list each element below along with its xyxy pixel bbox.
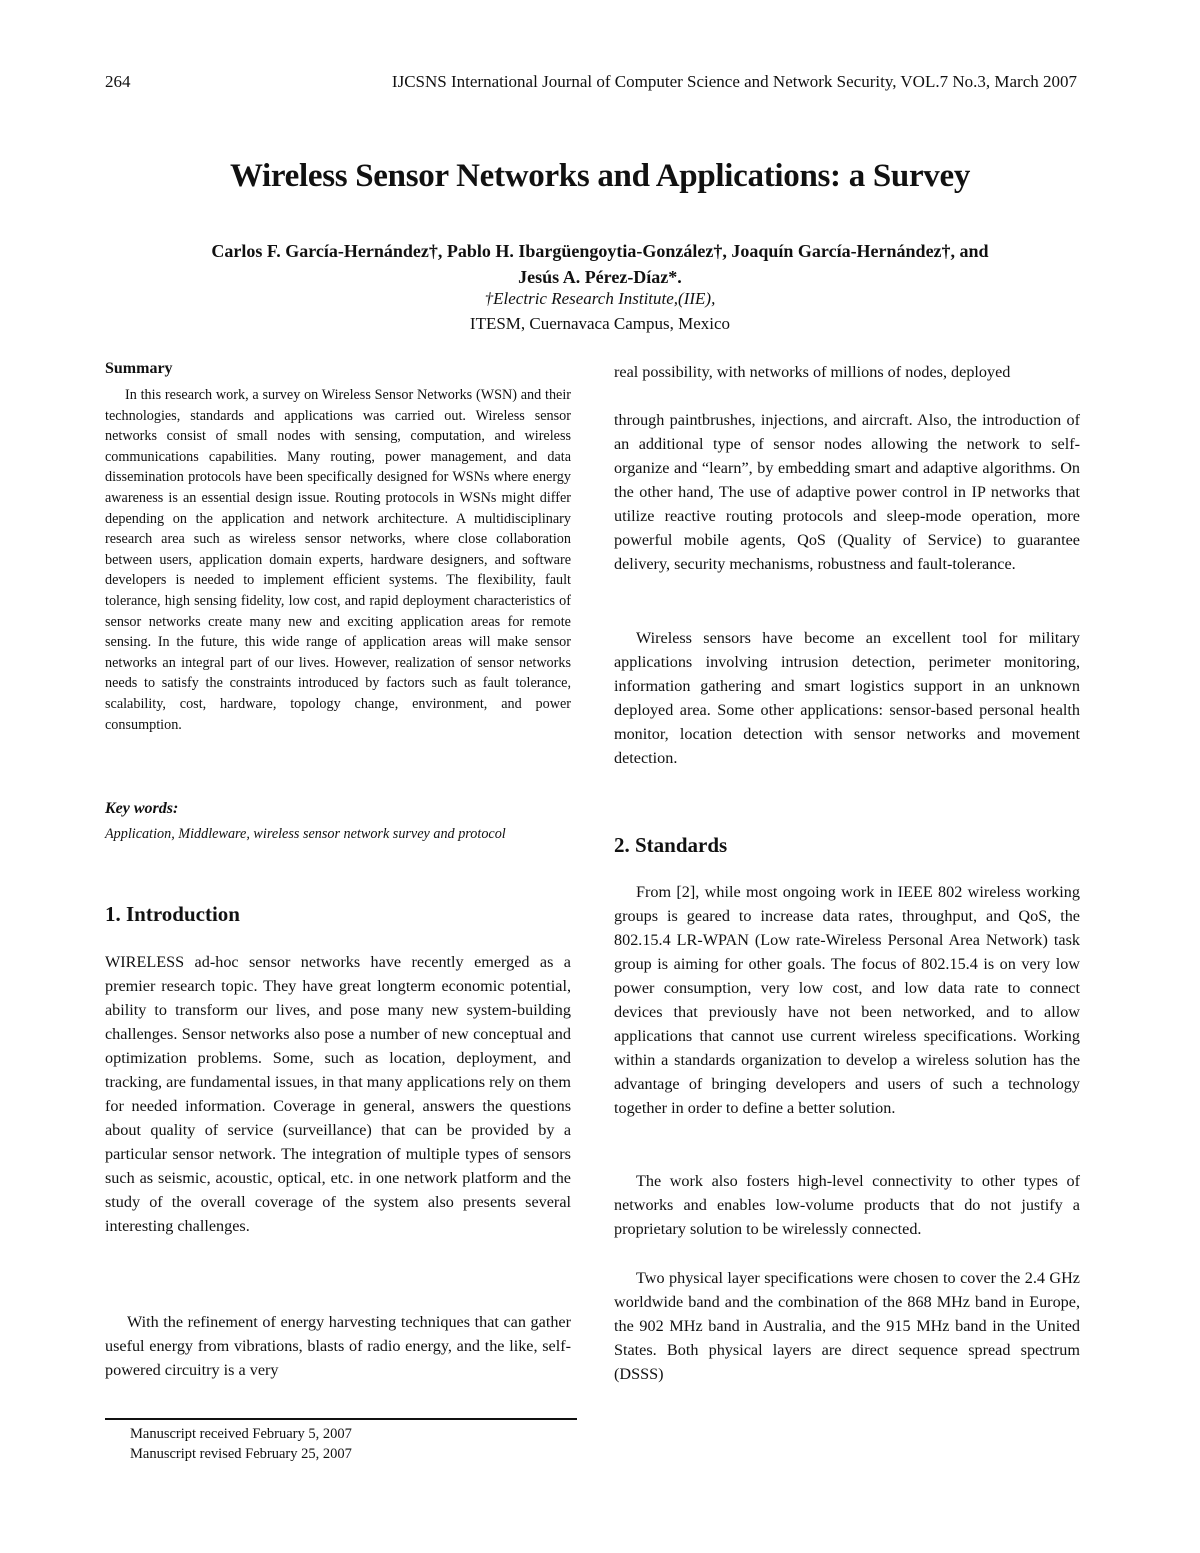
journal-title: IJCSNS International Journal of Computer Science and Network Security, VOL.7 No.3, March 2007 <box>391 72 1077 91</box>
introduction-heading: 1. Introduction <box>105 902 240 926</box>
paper-title: Wireless Sensor Networks and Applications: a Survey <box>229 158 971 194</box>
authors-line-2: Jesús A. Pérez-Díaz*. <box>518 267 682 287</box>
summary-text: In this research work, a survey on Wireless Sensor Networks (WSN) and their technologies, standards and applications was carried out. Wireless sensor networks consist of small nodes with sensing, computation, and wireless communications capabilities. Many routing, power management, and data dissemination protocols have been specifically designed for WSNs where energy awareness is an essential design issue. Routing protocols in WSNs might differ depending on the application and network architecture. A multidisciplinary research area such as wireless sensor networks, where close collaboration between users, application domain experts, hardware designers, and software developers is needed to implement efficient systems. The flexibility, fault tolerance, high sensing fidelity, low cost, and rapid deployment characteristics of sensor networks create many new and exciting application areas for remote sensing. In the future, this wide range of application areas will make sensor networks an integral part of our lives. However, realization of sensor networks needs to satisfy the constraints introduced by factors such as fault tolerance, scalability, cost, hardware, topology change, environment, and power consumption. <box>105 387 571 733</box>
author-list <box>100 238 1100 290</box>
running-header <box>105 72 1077 96</box>
page-number: 264 <box>105 72 131 91</box>
intro-continuation-2: through paintbrushes, injections, and aircraft. Also, the introduction of an additional type of sensor nodes allowing the network to self-organize and “learn”, by embedding smart and adaptive algorithms. On the other hand, The use of adaptive power control in IP networks that utilize reactive routing protocols and sleep-mode operation, more powerful mobile agents, QoS (Quality of Service) to guarantee delivery, security mechanisms, robustness and fault-tolerance. <box>614 411 1080 573</box>
footnote-revised: Manuscript revised February 25, 2007 <box>130 1446 352 1462</box>
affiliation-campus: ITESM, Cuernavaca Campus, Mexico <box>469 314 731 333</box>
standards-paragraph-1: From [2], while most ongoing work in IEEE 802 wireless working groups is geared to increase data rates, throughput, and QoS, the 802.15.4 LR-WPAN (Low rate-Wireless Personal Area Network) task group is aiming for other goals. The focus of 802.15.4 is on very low power consumption, very low cost, and low data rate to connect devices that previously have not been networked, and to allow applications that cannot use current wireless specifications. Working within a standards organization to develop a wireless solution has the advantage of bringing developers and users of such a technology together in order to define a better solution. <box>614 883 1080 1117</box>
standards-heading: 2. Standards <box>614 833 728 857</box>
intro-continuation-1: real possibility, with networks of millions of nodes, deployed <box>614 363 1011 381</box>
keywords-heading: Key words: <box>105 800 179 817</box>
footnote-divider <box>105 1418 577 1420</box>
introduction-paragraph-2: With the refinement of energy harvesting techniques that can gather useful energy from vibrations, blasts of radio energy, and the like, self-powered circuitry is a very <box>105 1313 571 1379</box>
standards-paragraph-2: The work also fosters high-level connectivity to other types of networks and enables low-volume products that do not justify a proprietary solution to be wirelessly connected. <box>614 1172 1080 1238</box>
affiliation-institute: †Electric Research Institute,(IIE), <box>484 289 716 308</box>
summary-heading: Summary <box>105 360 173 377</box>
footnote-received: Manuscript received February 5, 2007 <box>130 1426 352 1442</box>
authors-line-1: Carlos F. García-Hernández†, Pablo H. Ibargüengoytia-González†, Joaquín García-Hernández†, and <box>211 241 989 261</box>
intro-paragraph-3: Wireless sensors have become an excellent tool for military applications involving intrusion detection, perimeter monitoring, information gathering and smart logistics support in an unknown deployed area. Some other applications: sensor-based personal health monitor, location detection with sensor networks and movement detection. <box>614 629 1080 767</box>
keywords-text: Application, Middleware, wireless sensor network survey and protocol <box>105 826 506 842</box>
introduction-paragraph-1: WIRELESS ad-hoc sensor networks have recently emerged as a premier research topic. They have great longterm economic potential, ability to transform our lives, and pose many new system-building challenges. Sensor networks also pose a number of new conceptual and optimization problems. Some, such as location, deployment, and tracking, are fundamental issues, in that many applications rely on them for needed information. Coverage in general, answers the questions about quality of service (surveillance) that can be provided by a particular sensor network. The integration of multiple types of sensors such as seismic, acoustic, optical, etc. in one network platform and the study of the overall coverage of the system also presents several interesting challenges. <box>105 953 571 1235</box>
standards-paragraph-3: Two physical layer specifications were chosen to cover the 2.4 GHz worldwide band and the combination of the 868 MHz band in Europe, the 902 MHz band in Australia, and the 915 MHz band in the United States. Both physical layers are direct sequence spread spectrum (DSSS) <box>614 1269 1080 1383</box>
